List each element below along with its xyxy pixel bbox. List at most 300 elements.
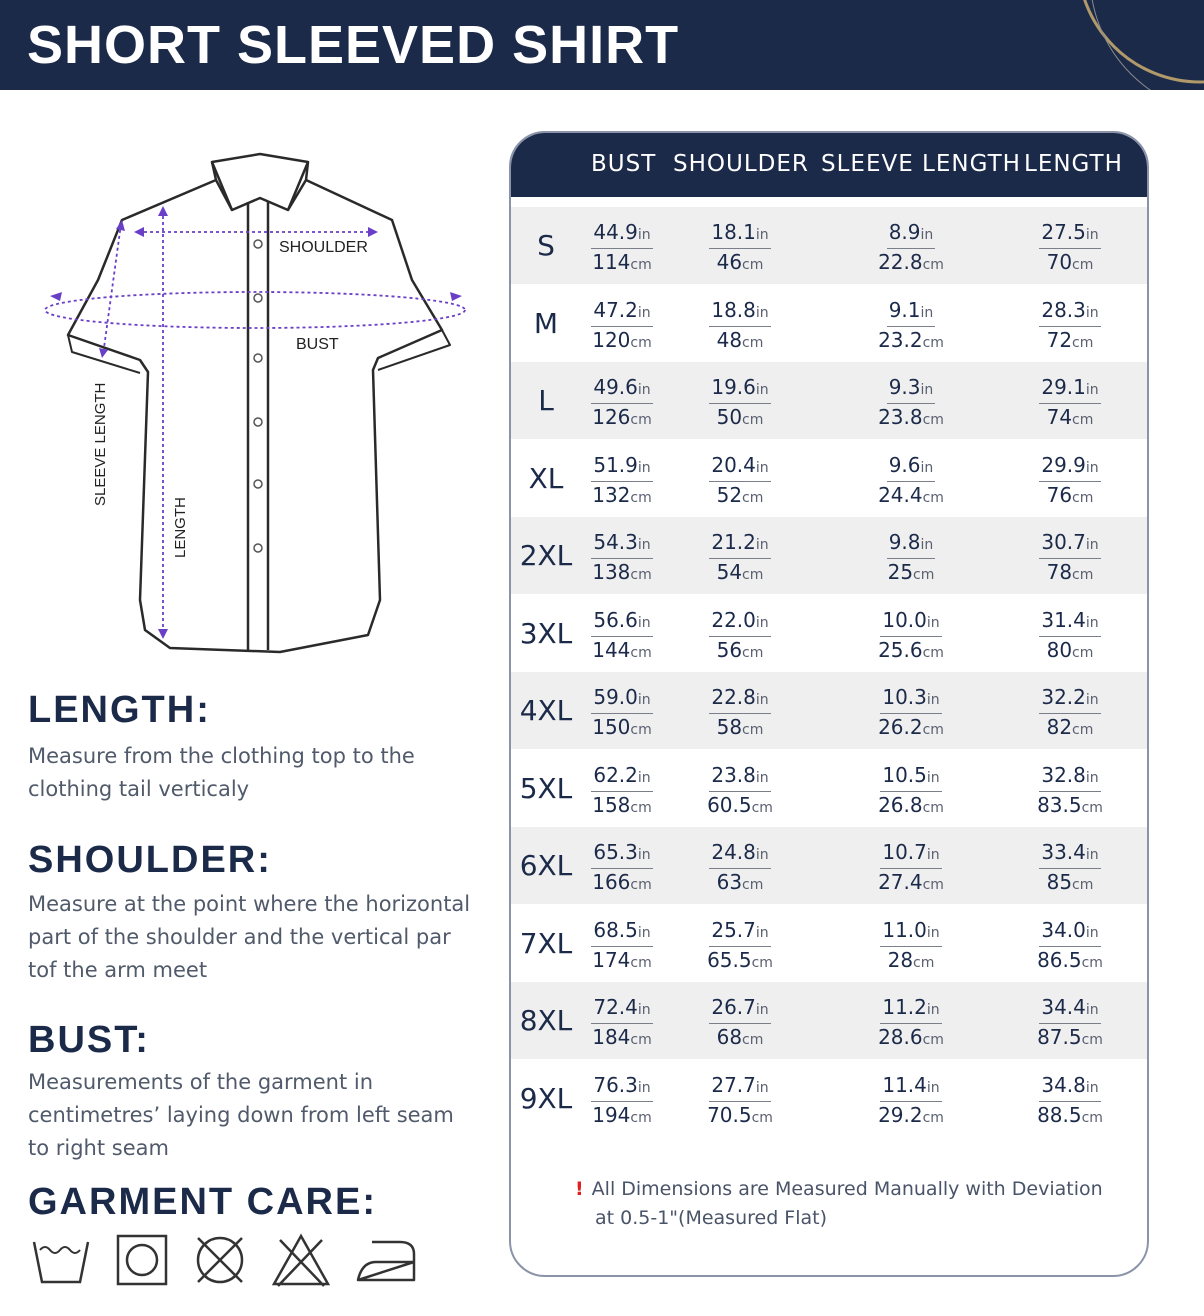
sleeve-cell: [866, 918, 956, 976]
cm-value: 150: [592, 715, 631, 739]
shoulder-inches: [709, 995, 770, 1024]
length-centimeters: [1025, 1102, 1115, 1131]
bust-centimeters: [577, 404, 667, 433]
shoulder-inches: [709, 375, 770, 404]
inch-value: 29.1: [1041, 375, 1086, 399]
cm-unit: cm: [922, 334, 944, 351]
cm-value: 70.5: [707, 1102, 752, 1127]
cm-unit: cm: [742, 334, 764, 351]
cm-value: 88.5: [1037, 1102, 1082, 1127]
cm-unit: cm: [1072, 567, 1094, 583]
bust-inches: [591, 530, 652, 559]
inch-value: 26.7: [711, 995, 756, 1019]
cm-unit: cm: [742, 489, 764, 506]
shoulder-inches: [709, 608, 770, 637]
inch-unit: in: [637, 227, 651, 243]
inch-value: 22.8: [711, 685, 756, 709]
sleeve-inches: [880, 685, 941, 714]
size-row: [511, 595, 1147, 672]
cm-unit: cm: [751, 1109, 773, 1126]
size-row: [511, 517, 1147, 594]
inch-unit: in: [637, 537, 651, 553]
cm-value: 26.8: [878, 792, 923, 817]
length-centimeters: [1025, 869, 1115, 898]
sleeve-centimeters: [866, 869, 956, 898]
cm-value: 158: [592, 792, 631, 817]
inch-unit: in: [1085, 614, 1099, 631]
inch-value: 10.5: [882, 762, 927, 787]
inch-unit: in: [920, 382, 934, 398]
shoulder-inches: [709, 685, 770, 714]
cm-unit: cm: [922, 489, 944, 506]
sleeve-cell: [866, 453, 956, 511]
inch-value: 65.3: [593, 840, 638, 864]
inch-unit: in: [920, 227, 934, 243]
header-banner: [0, 0, 1204, 90]
bust-cell: [577, 685, 667, 743]
inch-value: 47.2: [593, 297, 638, 322]
shoulder-label: SHOULDER: [279, 239, 368, 256]
inch-value: 11.2: [882, 995, 927, 1019]
shoulder-centimeters: [695, 482, 785, 511]
length-inches: [1039, 453, 1100, 482]
length-description: [28, 740, 415, 806]
cm-unit: cm: [742, 644, 764, 661]
size-label: 9XL: [519, 1081, 573, 1115]
cm-value: 26.2: [878, 715, 923, 739]
inch-unit: in: [755, 769, 769, 786]
shirt-diagram: [30, 140, 480, 670]
length-cell: [1025, 918, 1115, 976]
bust-centimeters: [577, 714, 667, 743]
cm-unit: cm: [922, 644, 944, 661]
size-row: [511, 440, 1147, 517]
cm-value: 54: [716, 560, 743, 584]
cm-unit: cm: [630, 257, 652, 273]
inch-value: 9.6: [888, 452, 921, 477]
cm-unit: cm: [1072, 334, 1094, 351]
inch-unit: in: [637, 847, 651, 863]
cm-unit: cm: [1072, 877, 1094, 893]
bust-inches: [591, 840, 652, 869]
cm-unit: cm: [742, 1032, 764, 1048]
cm-unit: cm: [1081, 799, 1103, 816]
shoulder-inches: [709, 530, 770, 559]
shoulder-heading: SHOULDER:: [28, 839, 272, 881]
cm-value: 25: [887, 560, 914, 584]
cm-value: 72: [1046, 327, 1073, 352]
inch-unit: in: [1085, 769, 1099, 786]
cm-unit: cm: [1072, 722, 1094, 738]
length-cell: [1025, 685, 1115, 743]
shoulder-inches: [709, 220, 770, 249]
note-line: at 0.5-1"(Measured Flat): [595, 1207, 828, 1229]
cm-value: 58: [716, 715, 743, 739]
cm-value: 194: [592, 1102, 631, 1127]
shoulder-cell: [695, 918, 785, 976]
cm-value: 174: [592, 947, 631, 972]
cm-value: 65.5: [707, 947, 752, 972]
cm-unit: cm: [922, 1032, 944, 1048]
cm-unit: cm: [630, 412, 652, 428]
bust-label: BUST: [296, 336, 339, 353]
cm-value: 22.8: [878, 250, 923, 274]
bust-description-line: Measurements of the garment in: [28, 1070, 374, 1094]
shoulder-description-line: Measure at the point where the horizontal: [28, 892, 471, 916]
cm-unit: cm: [630, 1109, 652, 1126]
shoulder-cell: [695, 453, 785, 511]
shoulder-inches: [709, 453, 770, 482]
cm-value: 184: [592, 1025, 631, 1049]
shoulder-centimeters: [695, 327, 785, 356]
cm-unit: cm: [630, 644, 652, 661]
inch-value: 23.8: [711, 762, 756, 787]
inch-value: 10.7: [882, 840, 927, 864]
length-centimeters: [1025, 404, 1115, 433]
inch-value: 18.1: [711, 220, 756, 244]
sleeve-cell: [866, 375, 956, 433]
cm-value: 85: [1046, 870, 1073, 894]
shoulder-centimeters: [695, 404, 785, 433]
length-inches: [1039, 530, 1100, 559]
inch-unit: in: [920, 304, 934, 321]
sleeve-cell: [866, 530, 956, 588]
length-cell: [1025, 995, 1115, 1053]
cm-unit: cm: [630, 334, 652, 351]
bust-inches: [591, 918, 652, 947]
inch-unit: in: [755, 847, 769, 863]
sleeve-cell: [866, 220, 956, 278]
cm-unit: cm: [1081, 1032, 1103, 1048]
bust-inches: [591, 608, 652, 637]
inch-value: 72.4: [593, 995, 638, 1019]
length-cell: [1025, 220, 1115, 278]
shoulder-inches: [709, 840, 770, 869]
sleeve-cell: [866, 298, 956, 356]
bust-cell: [577, 840, 667, 898]
cm-value: 56: [716, 637, 743, 662]
length-centimeters: [1025, 1024, 1115, 1053]
size-row: [511, 1060, 1147, 1137]
cm-value: 28: [887, 947, 914, 972]
inch-value: 24.8: [711, 840, 756, 864]
inch-unit: in: [920, 459, 934, 476]
cm-value: 76: [1046, 482, 1073, 507]
decorative-arcs: [0, 0, 1204, 90]
cm-unit: cm: [1072, 644, 1094, 661]
inch-value: 56.6: [593, 607, 638, 632]
shoulder-inches: [709, 918, 770, 947]
sleeve-cell: [866, 685, 956, 743]
size-row: [511, 982, 1147, 1059]
sleeve-length-label: SLEEVE LENGTH: [92, 382, 109, 506]
size-chart-header: [511, 133, 1147, 197]
inch-unit: in: [637, 304, 651, 321]
bust-inches: [591, 1073, 652, 1102]
inch-value: 8.9: [888, 220, 921, 244]
note-line: All Dimensions are Measured Manually with Deviation: [591, 1178, 1103, 1200]
length-description-line: Measure from the clothing top to the: [28, 744, 415, 768]
shoulder-cell: [695, 840, 785, 898]
inch-value: 34.4: [1041, 995, 1086, 1019]
sleeve-centimeters: [866, 327, 956, 356]
inch-value: 30.7: [1041, 530, 1086, 554]
inch-unit: in: [755, 304, 769, 321]
sleeve-inches: [880, 918, 941, 947]
bust-inches: [591, 375, 652, 404]
length-centimeters: [1025, 559, 1115, 588]
sleeve-inches: [887, 453, 936, 482]
inch-value: 33.4: [1041, 840, 1086, 864]
inch-value: 22.0: [711, 607, 756, 632]
sleeve-centimeters: [866, 947, 956, 976]
length-description-line: clothing tail verticaly: [28, 777, 250, 801]
inch-unit: in: [1085, 692, 1099, 708]
inch-value: 27.5: [1041, 220, 1086, 244]
inch-unit: in: [755, 382, 769, 398]
sleeve-inches: [887, 375, 936, 404]
bust-centimeters: [577, 792, 667, 821]
column-header-sleeve-length: SLEEVE LENGTH: [821, 151, 1021, 177]
bust-centimeters: [577, 1024, 667, 1053]
inch-unit: in: [755, 1079, 769, 1096]
shoulder-centimeters: [695, 947, 785, 976]
size-label: M: [533, 306, 559, 340]
bust-cell: [577, 530, 667, 588]
sleeve-inches: [880, 840, 941, 869]
sleeve-centimeters: [866, 1102, 956, 1131]
length-cell: [1025, 453, 1115, 511]
length-inches: [1039, 685, 1100, 714]
inch-unit: in: [1085, 459, 1099, 476]
length-centimeters: [1025, 249, 1115, 278]
cm-value: 48: [716, 327, 743, 352]
cm-unit: cm: [742, 722, 764, 738]
bust-cell: [577, 1073, 667, 1131]
sleeve-cell: [866, 840, 956, 898]
inch-value: 68.5: [593, 917, 638, 942]
inch-unit: in: [755, 924, 769, 941]
cm-unit: cm: [630, 722, 652, 738]
bust-description-line: to right seam: [28, 1136, 169, 1160]
iron-icon: [354, 1232, 418, 1288]
cm-value: 78: [1046, 560, 1073, 584]
length-inches: [1039, 840, 1100, 869]
inch-unit: in: [926, 847, 940, 863]
cm-value: 70: [1046, 250, 1073, 274]
column-header-bust: BUST: [591, 151, 657, 177]
sleeve-inches: [887, 530, 936, 559]
measurement-note: [575, 1175, 1103, 1233]
inch-value: 9.3: [888, 375, 921, 399]
inch-unit: in: [637, 459, 651, 476]
inch-unit: in: [637, 924, 651, 941]
cm-unit: cm: [630, 567, 652, 583]
bust-centimeters: [577, 869, 667, 898]
cm-unit: cm: [630, 1032, 652, 1048]
do-not-dry-clean-icon: [192, 1232, 248, 1288]
size-label: 8XL: [519, 1004, 573, 1037]
shoulder-cell: [695, 1073, 785, 1131]
size-label: XL: [528, 461, 564, 495]
size-label: 5XL: [519, 771, 573, 805]
cm-unit: cm: [751, 954, 773, 971]
cm-value: 80: [1046, 637, 1073, 662]
inch-unit: in: [637, 382, 651, 398]
inch-unit: in: [637, 769, 651, 786]
sleeve-centimeters: [866, 714, 956, 743]
cm-value: 29.2: [878, 1102, 923, 1127]
shoulder-centimeters: [695, 1024, 785, 1053]
inch-unit: in: [926, 1002, 940, 1018]
cm-unit: cm: [742, 567, 764, 583]
cm-unit: cm: [922, 877, 944, 893]
size-chart-card: [509, 131, 1149, 1277]
cm-value: 126: [592, 405, 631, 429]
size-row: [511, 905, 1147, 982]
bust-cell: [577, 298, 667, 356]
shoulder-inches: [709, 763, 770, 792]
inch-unit: in: [1085, 304, 1099, 321]
inch-unit: in: [755, 614, 769, 631]
cm-value: 120: [592, 327, 631, 352]
length-label: LENGTH: [172, 497, 189, 558]
cm-value: 23.2: [878, 327, 923, 352]
shoulder-cell: [695, 530, 785, 588]
care-icons: [30, 1232, 418, 1288]
bust-centimeters: [577, 637, 667, 666]
cm-unit: cm: [751, 799, 773, 816]
cm-unit: cm: [913, 954, 935, 971]
inch-value: 32.2: [1041, 685, 1086, 709]
inch-value: 18.8: [711, 297, 756, 322]
inch-unit: in: [1085, 1002, 1099, 1018]
inch-unit: in: [637, 692, 651, 708]
bust-centimeters: [577, 947, 667, 976]
cm-unit: cm: [630, 489, 652, 506]
inch-value: 51.9: [593, 452, 638, 477]
cm-unit: cm: [630, 799, 652, 816]
inch-value: 19.6: [711, 375, 756, 399]
length-inches: [1039, 763, 1100, 792]
column-header-shoulder: SHOULDER: [673, 151, 809, 177]
inch-value: 9.8: [888, 530, 921, 554]
size-row: [511, 750, 1147, 827]
inch-value: 20.4: [711, 452, 756, 477]
shoulder-centimeters: [695, 249, 785, 278]
sleeve-centimeters: [866, 482, 956, 511]
inch-value: 28.3: [1041, 297, 1086, 322]
warning-icon: !: [575, 1178, 584, 1200]
sleeve-cell: [866, 995, 956, 1053]
sleeve-inches: [880, 608, 941, 637]
inch-value: 49.6: [593, 375, 638, 399]
bust-inches: [591, 453, 652, 482]
size-label: 6XL: [519, 849, 573, 882]
inch-value: 34.0: [1041, 917, 1086, 942]
do-not-bleach-icon: [270, 1232, 332, 1288]
length-inches: [1039, 918, 1100, 947]
sleeve-cell: [866, 608, 956, 666]
bust-centimeters: [577, 1102, 667, 1131]
cm-value: 87.5: [1037, 1025, 1082, 1049]
cm-unit: cm: [742, 877, 764, 893]
inch-unit: in: [755, 227, 769, 243]
cm-unit: cm: [1081, 954, 1103, 971]
cm-value: 25.6: [878, 637, 923, 662]
cm-unit: cm: [630, 877, 652, 893]
inch-unit: in: [637, 1002, 651, 1018]
inch-unit: in: [1085, 537, 1099, 553]
inch-unit: in: [926, 1079, 940, 1096]
cm-unit: cm: [1072, 412, 1094, 428]
inch-value: 29.9: [1041, 452, 1086, 477]
length-cell: [1025, 840, 1115, 898]
cm-value: 50: [716, 405, 743, 429]
sleeve-cell: [866, 1073, 956, 1131]
length-inches: [1039, 1073, 1100, 1102]
inch-value: 32.8: [1041, 762, 1086, 787]
shoulder-inches: [709, 298, 770, 327]
inch-unit: in: [1085, 924, 1099, 941]
inch-value: 11.4: [882, 1072, 927, 1097]
inch-unit: in: [926, 769, 940, 786]
shoulder-cell: [695, 298, 785, 356]
cm-value: 144: [592, 637, 631, 662]
cm-value: 82: [1046, 715, 1073, 739]
inch-unit: in: [755, 537, 769, 553]
sleeve-inches: [880, 995, 941, 1024]
inch-unit: in: [926, 692, 940, 708]
bust-cell: [577, 918, 667, 976]
inch-unit: in: [1085, 382, 1099, 398]
bust-centimeters: [577, 559, 667, 588]
bust-inches: [591, 685, 652, 714]
cm-unit: cm: [922, 722, 944, 738]
length-heading: LENGTH:: [28, 689, 211, 731]
inch-value: 21.2: [711, 530, 756, 554]
length-inches: [1039, 375, 1100, 404]
sleeve-inches: [880, 763, 941, 792]
inch-unit: in: [1085, 847, 1099, 863]
shoulder-centimeters: [695, 714, 785, 743]
length-inches: [1039, 220, 1100, 249]
length-centimeters: [1025, 637, 1115, 666]
bust-cell: [577, 453, 667, 511]
cm-value: 28.6: [878, 1025, 923, 1049]
inch-value: 59.0: [593, 685, 638, 709]
cm-value: 63: [716, 870, 743, 894]
bust-cell: [577, 220, 667, 278]
length-inches: [1039, 608, 1100, 637]
sleeve-cell: [866, 763, 956, 821]
bust-description-line: centimetres’ laying down from left seam: [28, 1103, 454, 1127]
inch-unit: in: [926, 924, 940, 941]
shoulder-centimeters: [695, 869, 785, 898]
inch-unit: in: [755, 1002, 769, 1018]
size-row: [511, 285, 1147, 362]
bust-inches: [591, 220, 652, 249]
size-label: 2XL: [519, 539, 573, 572]
cm-value: 74: [1046, 405, 1073, 429]
inch-value: 54.3: [593, 530, 638, 554]
size-row: [511, 672, 1147, 749]
cm-unit: cm: [1081, 1109, 1103, 1126]
cm-unit: cm: [630, 954, 652, 971]
size-label: 3XL: [519, 616, 573, 650]
inch-unit: in: [637, 1079, 651, 1096]
length-inches: [1039, 298, 1100, 327]
